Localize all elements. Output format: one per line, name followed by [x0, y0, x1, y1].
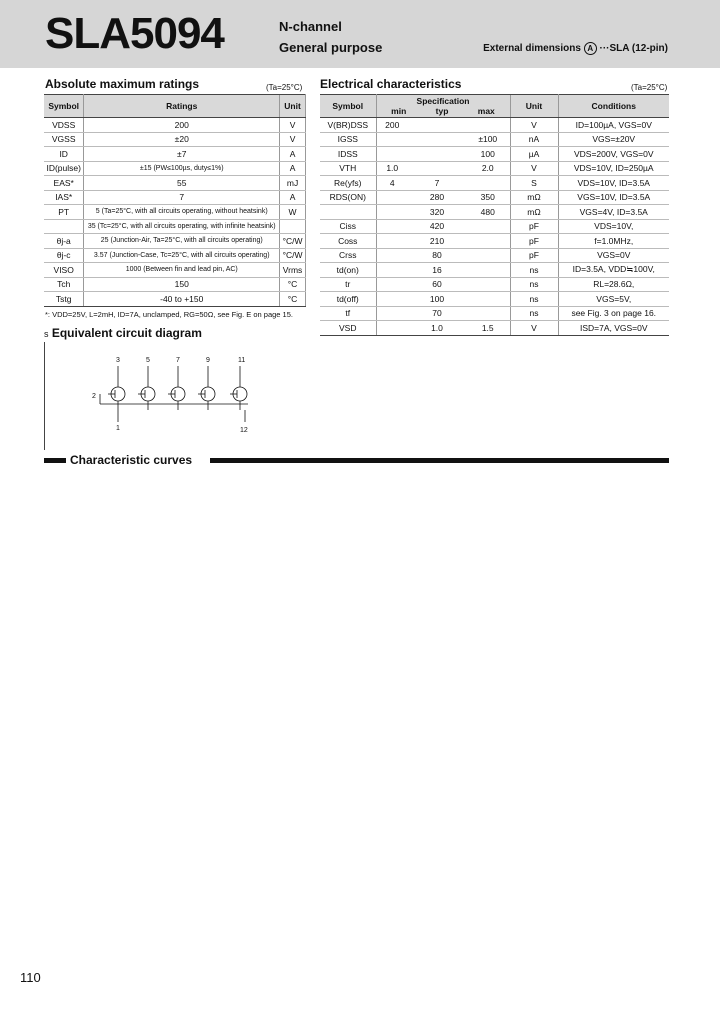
abs-row [44, 292, 306, 307]
elec-cell-symbol [320, 205, 376, 220]
abs-cell-rating: 35 (Tc=25°C, with all circuits operating, with infinite heatsink) [84, 219, 280, 234]
elec-cell-max: 100 [466, 147, 510, 162]
elec-cell-typ: 320 [408, 205, 466, 220]
elec-cell-max [466, 306, 510, 321]
abs-row [44, 176, 306, 191]
elec-cell-unit: V [510, 161, 558, 176]
abs-cell-sym: PT [44, 205, 84, 220]
elec-cell-unit: V [510, 321, 558, 336]
elec-cell-conditions: VGS=0V [558, 248, 669, 263]
elec-cell-typ: 7 [408, 176, 466, 191]
source-pin-label: 1 [116, 425, 120, 432]
elec-cell-conditions: ID=100µA, VGS=0V [558, 118, 669, 133]
elec-cell-conditions: ID=3.5A, VDD≒100V, [558, 263, 669, 278]
abs-cell-unit: A [280, 161, 306, 176]
abs-cell-rating: 150 [84, 277, 280, 292]
abs-cell-sym: θj-c [44, 248, 84, 263]
abs-cell-unit [280, 219, 306, 234]
elec-row [320, 277, 669, 292]
elec-cell-min [376, 248, 408, 263]
elec-row [320, 147, 669, 162]
elec-cell-symbol: IGSS [320, 132, 376, 147]
elec-cell-conditions: see Fig. 3 on page 16. [558, 306, 669, 321]
abs-cell-unit: W [280, 205, 306, 220]
circled-a-icon: A [584, 42, 597, 55]
circuit-bullet: s [44, 329, 49, 339]
abs-cell-unit: °C/W [280, 234, 306, 249]
mosfet-symbol [168, 366, 185, 410]
elec-row [320, 219, 669, 234]
elec-cell-max [466, 219, 510, 234]
gate-pin-label: 2 [92, 393, 96, 400]
abs-cell-unit: A [280, 147, 306, 162]
abs-cell-rating: 3.57 (Junction-Case, Tc=25°C, with all circuits operating) [84, 248, 280, 263]
abs-cell-sym: Tstg [44, 292, 84, 307]
channel-type: N-channel [279, 19, 342, 34]
drain-pin-label: 5 [146, 357, 150, 364]
abs-cell-rating: 7 [84, 190, 280, 205]
abs-max-table [44, 94, 306, 307]
header-band [0, 0, 720, 68]
abs-cell-unit: V [280, 118, 306, 133]
elec-cell-symbol: tr [320, 277, 376, 292]
abs-row [44, 248, 306, 263]
abs-row [44, 277, 306, 292]
elec-cell-unit: ns [510, 306, 558, 321]
elec-cell-min [376, 190, 408, 205]
elec-cell-unit: µA [510, 147, 558, 162]
elec-cell-typ: 70 [408, 306, 466, 321]
abs-cell-sym: ID(pulse) [44, 161, 84, 176]
elec-cell-typ: 80 [408, 248, 466, 263]
elec-cell-max: ±100 [466, 132, 510, 147]
elec-cell-max: 480 [466, 205, 510, 220]
mosfet-symbol [230, 366, 247, 410]
circuit-title [44, 326, 202, 340]
abs-row [44, 161, 306, 176]
elec-cell-min [376, 277, 408, 292]
elec-cell-typ [408, 147, 466, 162]
elec-row [320, 263, 669, 278]
elec-cell-max: 2.0 [466, 161, 510, 176]
elec-cell-conditions: ISD=7A, VGS=0V [558, 321, 669, 336]
elec-cell-min [376, 234, 408, 249]
elec-cell-unit: ns [510, 277, 558, 292]
abs-cell-sym: IAS* [44, 190, 84, 205]
elec-cell-max [466, 248, 510, 263]
elec-cell-symbol: IDSS [320, 147, 376, 162]
elec-cell-symbol: VTH [320, 161, 376, 176]
elec-cell-unit: pF [510, 219, 558, 234]
elec-header-spec [376, 95, 510, 118]
mosfet-symbol [108, 366, 125, 410]
abs-cell-rating: -40 to +150 [84, 292, 280, 307]
elec-cell-conditions: f=1.0MHz, [558, 234, 669, 249]
elec-cell-typ: 280 [408, 190, 466, 205]
curves-rule-right [210, 458, 669, 463]
abs-row [44, 234, 306, 249]
elec-header-subcols [377, 106, 510, 116]
elec-cell-min [376, 147, 408, 162]
elec-header-unit: Unit [510, 95, 558, 118]
elec-cell-unit: mΩ [510, 205, 558, 220]
elec-cell-symbol: RDS(ON) [320, 190, 376, 205]
external-dimensions [483, 42, 668, 55]
elec-cell-typ: 16 [408, 263, 466, 278]
elec-cell-typ: 420 [408, 219, 466, 234]
part-number: SLA5094 [45, 9, 224, 58]
drain-pin-label: 7 [176, 357, 180, 364]
ext-dims-suffix: ···SLA (12-pin) [599, 43, 668, 55]
abs-row [44, 190, 306, 205]
elec-cell-min: 4 [376, 176, 408, 191]
elec-cell-unit: S [510, 176, 558, 191]
drain-pin-label: 9 [206, 357, 210, 364]
mosfet-symbol [138, 366, 155, 410]
elec-condition: (Ta=25°C) [631, 83, 668, 92]
elec-cell-typ: 100 [408, 292, 466, 307]
abs-cell-sym: VISO [44, 263, 84, 278]
elec-cell-min [376, 306, 408, 321]
abs-cell-unit: °C/W [280, 248, 306, 263]
elec-row [320, 176, 669, 191]
elec-row [320, 321, 669, 336]
elec-cell-max [466, 263, 510, 278]
elec-cell-min [376, 263, 408, 278]
elec-cell-typ: 1.0 [408, 321, 466, 336]
elec-row [320, 248, 669, 263]
elec-cell-symbol: Crss [320, 248, 376, 263]
elec-cell-conditions: VDS=200V, VGS=0V [558, 147, 669, 162]
elec-cell-typ: 60 [408, 277, 466, 292]
abs-max-title: Absolute maximum ratings [45, 77, 200, 91]
elec-cell-symbol: tf [320, 306, 376, 321]
abs-row [44, 263, 306, 278]
elec-char-table [320, 94, 669, 336]
abs-cell-rating: 1000 (Between fin and lead pin, AC) [84, 263, 280, 278]
elec-row [320, 292, 669, 307]
abs-cell-sym [44, 219, 84, 234]
elec-cell-unit: nA [510, 132, 558, 147]
abs-cell-rating: 200 [84, 118, 280, 133]
elec-cell-min [376, 219, 408, 234]
abs-cell-unit: V [280, 132, 306, 147]
elec-cell-min: 1.0 [376, 161, 408, 176]
elec-cell-min [376, 292, 408, 307]
mosfet-symbol [198, 366, 215, 410]
curves-rule-left [44, 458, 66, 463]
abs-row [44, 219, 306, 234]
abs-cell-sym: VDSS [44, 118, 84, 133]
elec-cell-conditions: VDS=10V, [558, 219, 669, 234]
elec-cell-min [376, 205, 408, 220]
elec-row [320, 161, 669, 176]
elec-cell-conditions: VGS=4V, ID=3.5A [558, 205, 669, 220]
circuit-title-text: Equivalent circuit diagram [51, 326, 202, 340]
elec-cell-max [466, 292, 510, 307]
elec-row [320, 190, 669, 205]
elec-cell-max [466, 118, 510, 133]
elec-cell-unit: pF [510, 234, 558, 249]
abs-cell-rating: 55 [84, 176, 280, 191]
elec-cell-max: 350 [466, 190, 510, 205]
abs-row [44, 132, 306, 147]
elec-cell-unit: mΩ [510, 190, 558, 205]
abs-header-unit: Unit [280, 95, 306, 118]
abs-cell-unit: °C [280, 277, 306, 292]
elec-cell-symbol: Coss [320, 234, 376, 249]
elec-cell-symbol: V(BR)DSS [320, 118, 376, 133]
elec-cell-conditions: VGS=10V, ID=3.5A [558, 190, 669, 205]
elec-row [320, 306, 669, 321]
abs-cell-sym: ID [44, 147, 84, 162]
elec-header-typ: typ [435, 106, 449, 116]
elec-cell-typ: 210 [408, 234, 466, 249]
elec-row [320, 234, 669, 249]
elec-cell-typ [408, 118, 466, 133]
elec-header-spec-label: Specification [416, 96, 470, 106]
elec-header-min: min [391, 106, 407, 116]
elec-cell-typ [408, 161, 466, 176]
elec-row [320, 205, 669, 220]
abs-header-ratings: Ratings [84, 95, 280, 118]
abs-max-condition: (Ta=25°C) [266, 83, 303, 92]
elec-cell-max: 1.5 [466, 321, 510, 336]
elec-cell-unit: ns [510, 292, 558, 307]
elec-cell-min [376, 321, 408, 336]
abs-cell-rating: ±20 [84, 132, 280, 147]
equivalent-circuit-diagram [88, 352, 258, 436]
abs-row [44, 118, 306, 133]
abs-cell-sym: EAS* [44, 176, 84, 191]
elec-row [320, 118, 669, 133]
elec-cell-typ [408, 132, 466, 147]
elec-cell-symbol: td(off) [320, 292, 376, 307]
abs-cell-unit: Vrms [280, 263, 306, 278]
abs-max-footnote: *: VDD=25V, L=2mH, ID=7A, unclamped, RG=50Ω, see Fig. E on page 15. [45, 310, 293, 319]
abs-cell-unit: A [280, 190, 306, 205]
abs-cell-rating: 25 (Junction-Air, Ta=25°C, with all circuits operating) [84, 234, 280, 249]
elec-row [320, 132, 669, 147]
abs-cell-sym: θj-a [44, 234, 84, 249]
drain-pin-label: 3 [116, 357, 120, 364]
drain-pin-label: 11 [238, 357, 246, 364]
elec-cell-conditions: VGS=±20V [558, 132, 669, 147]
abs-row [44, 205, 306, 220]
ext-dims-prefix: External dimensions [483, 43, 581, 55]
abs-cell-rating: ±7 [84, 147, 280, 162]
elec-cell-unit: ns [510, 263, 558, 278]
elec-header-max: max [477, 106, 495, 116]
elec-cell-max [466, 277, 510, 292]
elec-cell-conditions: VDS=10V, ID=3.5A [558, 176, 669, 191]
elec-cell-unit: pF [510, 248, 558, 263]
abs-cell-unit: mJ [280, 176, 306, 191]
elec-cell-min: 200 [376, 118, 408, 133]
page-number: 110 [20, 970, 41, 985]
abs-cell-sym: Tch [44, 277, 84, 292]
elec-cell-max [466, 234, 510, 249]
elec-cell-max [466, 176, 510, 191]
elec-cell-symbol: VSD [320, 321, 376, 336]
elec-cell-symbol: Ciss [320, 219, 376, 234]
elec-cell-conditions: RL=28.6Ω, [558, 277, 669, 292]
curves-title: Characteristic curves [70, 453, 193, 467]
elec-cell-symbol: td(on) [320, 263, 376, 278]
elec-cell-min [376, 132, 408, 147]
abs-cell-rating: 5 (Ta=25°C, with all circuits operating, without heatsink) [84, 205, 280, 220]
abs-cell-rating: ±15 (PW≤100µs, duty≤1%) [84, 161, 280, 176]
elec-header-symbol: Symbol [320, 95, 376, 118]
elec-title: Electrical characteristics [320, 77, 462, 91]
elec-header-conditions: Conditions [558, 95, 669, 118]
source-pin-label: 12 [240, 427, 248, 434]
elec-cell-symbol: Re(yfs) [320, 176, 376, 191]
elec-cell-conditions: VGS=5V, [558, 292, 669, 307]
device-purpose: General purpose [279, 40, 383, 55]
elec-cell-conditions: VDS=10V, ID=250µA [558, 161, 669, 176]
abs-cell-unit: °C [280, 292, 306, 307]
abs-header-symbol: Symbol [44, 95, 84, 118]
elec-cell-unit: V [510, 118, 558, 133]
abs-row [44, 147, 306, 162]
abs-cell-sym: VGSS [44, 132, 84, 147]
